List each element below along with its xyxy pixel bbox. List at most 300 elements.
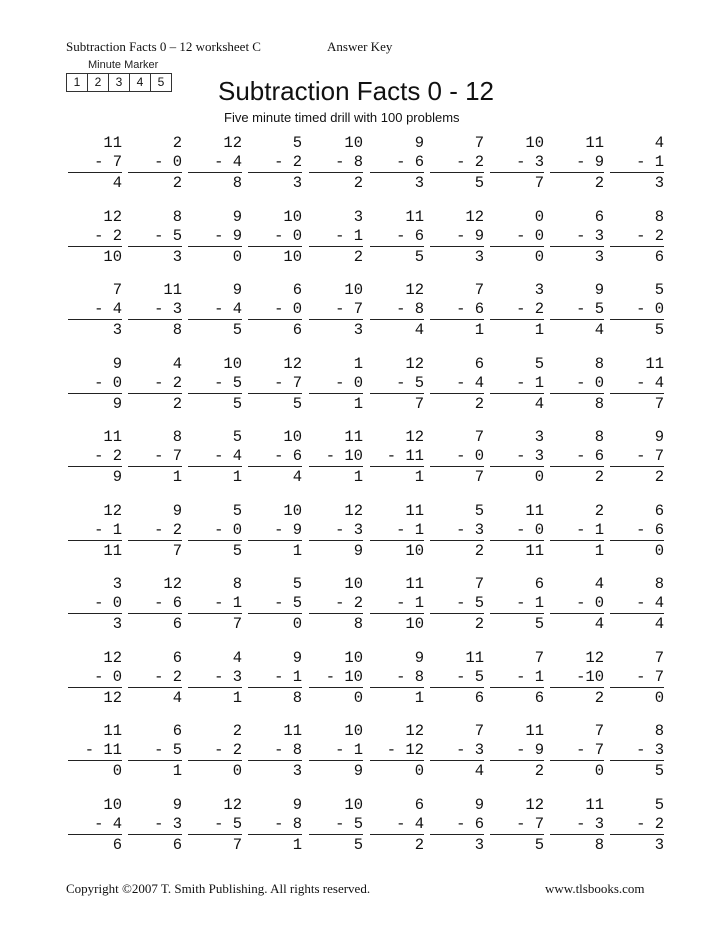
problem-minuend: 10 <box>344 134 363 152</box>
problem-answer: 2 <box>474 541 484 560</box>
problem-minuend: 9 <box>414 648 424 667</box>
problem-subtrahend: - 6 <box>456 814 484 833</box>
problem <box>248 796 302 856</box>
problem <box>188 502 242 562</box>
problem-answer-line <box>370 687 424 688</box>
problem-subtrahend: - 4 <box>636 594 664 612</box>
problem <box>248 281 302 341</box>
problem-answer: 5 <box>232 541 242 560</box>
problem-minuend: 9 <box>414 134 424 152</box>
problem-answer-line <box>430 540 484 541</box>
problem <box>550 575 604 635</box>
problem-minuend: 10 <box>283 501 302 520</box>
problem-subtrahend: - 8 <box>274 741 302 759</box>
problem <box>610 722 664 782</box>
problem <box>610 281 664 341</box>
problem-subtrahend: - 3 <box>214 667 242 686</box>
problem-subtrahend: - 2 <box>94 226 122 245</box>
problem <box>610 649 664 709</box>
problem <box>68 575 122 635</box>
problem <box>188 355 242 415</box>
problem-minuend: 4 <box>654 134 664 152</box>
problem-answer-line <box>550 246 604 247</box>
page-title: Subtraction Facts 0 - 12 <box>218 76 495 106</box>
problem-subtrahend: - 1 <box>516 373 544 392</box>
problem-answer-line <box>248 393 302 394</box>
problem-minuend: 9 <box>172 501 182 520</box>
problem-answer: 1 <box>292 541 302 560</box>
problem <box>309 208 363 268</box>
problem <box>68 649 122 709</box>
problem-answer-line <box>370 319 424 320</box>
copyright-notice: Copyright ©2007 T. Smith Publishing. All rights reserved. <box>66 881 371 896</box>
problem-subtrahend: - 1 <box>396 520 424 539</box>
minute-marker-title: Minute Marker <box>88 59 159 71</box>
website-link: www.tlsbooks.com <box>545 881 645 896</box>
problem-answer-line <box>370 466 424 467</box>
problem-answer: 0 <box>292 615 302 633</box>
problem-answer: 4 <box>594 321 604 339</box>
problem-answer-line <box>248 540 302 541</box>
problem-answer: 8 <box>594 394 604 413</box>
problem-answer-line <box>490 760 544 761</box>
problem <box>309 355 363 415</box>
problem-answer-line <box>188 466 242 467</box>
problem-subtrahend: - 2 <box>94 447 122 465</box>
problem <box>128 649 182 709</box>
problem-answer: 2 <box>654 468 664 486</box>
problem-minuend: 10 <box>344 648 363 667</box>
problem-subtrahend: - 7 <box>516 814 544 833</box>
problem <box>430 208 484 268</box>
problem-minuend: 12 <box>103 501 122 520</box>
problem-answer-line <box>128 834 182 835</box>
problem-answer-line <box>309 319 363 320</box>
problem-subtrahend: - 2 <box>456 153 484 171</box>
problem-minuend: 7 <box>534 648 544 667</box>
problem-minuend: 6 <box>172 648 182 667</box>
problem-answer-line <box>248 319 302 320</box>
problem-subtrahend: - 5 <box>154 741 182 759</box>
problem <box>430 722 484 782</box>
problem-answer: 6 <box>172 835 182 854</box>
problem-answer: 8 <box>292 688 302 707</box>
problem-answer-line <box>188 687 242 688</box>
problem-answer: 4 <box>414 321 424 339</box>
problem-answer: 3 <box>654 174 664 192</box>
problem <box>309 428 363 488</box>
problem-subtrahend: - 2 <box>154 373 182 392</box>
problem-minuend: 9 <box>172 795 182 814</box>
problem-minuend: 11 <box>405 207 424 226</box>
problem-answer-line <box>309 246 363 247</box>
problem-subtrahend: - 2 <box>274 153 302 171</box>
problem-minuend: 9 <box>232 207 242 226</box>
problem-subtrahend: - 3 <box>456 741 484 759</box>
problem-answer: 3 <box>112 615 122 633</box>
problem-answer-line <box>309 760 363 761</box>
problem-answer: 2 <box>172 174 182 192</box>
problem-minuend: 10 <box>283 428 302 446</box>
problem-answer: 5 <box>654 762 664 780</box>
problem-answer-line <box>490 319 544 320</box>
problem <box>610 428 664 488</box>
problem-minuend: 11 <box>585 134 604 152</box>
problem-minuend: 11 <box>405 575 424 593</box>
problem-minuend: 11 <box>525 722 544 740</box>
problem-subtrahend: -10 <box>576 667 604 686</box>
problem-answer-line <box>490 834 544 835</box>
problem-minuend: 7 <box>474 575 484 593</box>
problem-answer: 10 <box>405 615 424 633</box>
problem-subtrahend: - 1 <box>335 226 363 245</box>
problem-answer-line <box>430 393 484 394</box>
problem-answer: 6 <box>112 835 122 854</box>
problem-minuend: 2 <box>594 501 604 520</box>
problem-minuend: 6 <box>172 722 182 740</box>
problem-answer-line <box>610 393 664 394</box>
problem-minuend: 6 <box>292 281 302 299</box>
problem-answer: 7 <box>232 835 242 854</box>
problem-answer: 1 <box>414 468 424 486</box>
problem-minuend: 6 <box>414 795 424 814</box>
problem <box>188 208 242 268</box>
problem-answer: 0 <box>112 762 122 780</box>
problem-minuend: 12 <box>405 354 424 373</box>
problem-minuend: 7 <box>474 134 484 152</box>
problem-subtrahend: - 6 <box>274 447 302 465</box>
problem-minuend: 9 <box>292 648 302 667</box>
problem-subtrahend: - 1 <box>576 520 604 539</box>
problem <box>128 722 182 782</box>
problem-minuend: 12 <box>163 575 182 593</box>
problem <box>550 502 604 562</box>
problem <box>550 355 604 415</box>
problem <box>490 796 544 856</box>
problem-answer-line <box>370 172 424 173</box>
problem-answer: 1 <box>292 835 302 854</box>
problem-minuend: 12 <box>405 722 424 740</box>
problem-answer: 4 <box>292 468 302 486</box>
problem <box>550 796 604 856</box>
problem-minuend: 11 <box>163 281 182 299</box>
problem-subtrahend: - 5 <box>396 373 424 392</box>
problem-answer: 7 <box>232 615 242 633</box>
problem-answer: 4 <box>112 174 122 192</box>
problem-answer: 5 <box>292 394 302 413</box>
problem-answer: 3 <box>292 174 302 192</box>
minute-marker-boxes <box>66 73 172 92</box>
problem-answer: 6 <box>172 615 182 633</box>
problem-minuend: 3 <box>534 281 544 299</box>
problem-answer: 8 <box>353 615 363 633</box>
problem-answer-line <box>610 760 664 761</box>
problem <box>188 428 242 488</box>
problem-minuend: 7 <box>112 281 122 299</box>
problem <box>490 208 544 268</box>
problem <box>550 428 604 488</box>
problem-answer-line <box>128 172 182 173</box>
problem-answer: 8 <box>232 174 242 192</box>
problem-answer: 2 <box>353 247 363 266</box>
problem-answer: 0 <box>654 688 664 707</box>
problem-answer: 1 <box>474 321 484 339</box>
problem-subtrahend: - 7 <box>576 741 604 759</box>
problem <box>188 722 242 782</box>
problem-answer-line <box>430 834 484 835</box>
problem-answer: 1 <box>353 394 363 413</box>
problem-answer-line <box>68 319 122 320</box>
problem-answer-line <box>309 834 363 835</box>
problem-answer-line <box>68 540 122 541</box>
problem-minuend: 11 <box>283 722 302 740</box>
problem-answer-line <box>248 172 302 173</box>
problem-answer-line <box>128 319 182 320</box>
problem <box>309 649 363 709</box>
problem-answer-line <box>610 172 664 173</box>
problem-minuend: 3 <box>112 575 122 593</box>
problem-answer-line <box>188 319 242 320</box>
problem-answer-line <box>490 393 544 394</box>
problem <box>370 502 424 562</box>
problem-answer: 0 <box>232 762 242 780</box>
problem-subtrahend: - 8 <box>335 153 363 171</box>
problem-subtrahend: - 6 <box>396 153 424 171</box>
problem-answer-line <box>550 172 604 173</box>
problem-answer-line <box>430 319 484 320</box>
problem-answer-line <box>550 687 604 688</box>
problem-answer-line <box>68 613 122 614</box>
problem-minuend: 8 <box>654 207 664 226</box>
problem-answer-line <box>430 466 484 467</box>
problem <box>490 134 544 194</box>
problem-subtrahend: - 2 <box>636 226 664 245</box>
problem <box>370 649 424 709</box>
problem-subtrahend: - 9 <box>274 520 302 539</box>
problem-answer: 1 <box>594 541 604 560</box>
problem-subtrahend: - 1 <box>94 520 122 539</box>
problem <box>550 722 604 782</box>
problem-subtrahend: - 10 <box>325 447 363 465</box>
problem-subtrahend: - 3 <box>636 741 664 759</box>
problem-subtrahend: - 0 <box>274 300 302 318</box>
problem-minuend: 12 <box>465 207 484 226</box>
problem <box>430 796 484 856</box>
problem-minuend: 7 <box>474 281 484 299</box>
problem-answer: 0 <box>414 762 424 780</box>
problem-answer: 2 <box>414 835 424 854</box>
problem-answer-line <box>128 466 182 467</box>
problem-answer: 4 <box>172 688 182 707</box>
problem-answer-line <box>370 834 424 835</box>
problem-answer: 6 <box>474 688 484 707</box>
problem-minuend: 12 <box>103 648 122 667</box>
problem <box>248 649 302 709</box>
problem-minuend: 5 <box>292 134 302 152</box>
problem-minuend: 3 <box>534 428 544 446</box>
problem-answer: 3 <box>474 247 484 266</box>
problem-answer-line <box>550 613 604 614</box>
problem-answer: 5 <box>414 247 424 266</box>
problem <box>68 796 122 856</box>
problem-subtrahend: - 7 <box>636 667 664 686</box>
problem <box>490 355 544 415</box>
problem-answer-line <box>248 246 302 247</box>
problem-minuend: 11 <box>103 134 122 152</box>
problem <box>248 208 302 268</box>
problem-minuend: 6 <box>654 501 664 520</box>
problem <box>248 134 302 194</box>
problem-answer-line <box>68 466 122 467</box>
problem-answer-line <box>68 246 122 247</box>
problem-subtrahend: - 4 <box>396 814 424 833</box>
problem-answer-line <box>68 834 122 835</box>
problem-minuend: 1 <box>353 354 363 373</box>
problem-subtrahend: - 1 <box>274 667 302 686</box>
problem-subtrahend: - 7 <box>274 373 302 392</box>
problem-minuend: 4 <box>232 648 242 667</box>
problem <box>68 281 122 341</box>
problem-answer-line <box>550 466 604 467</box>
problem-answer-line <box>430 246 484 247</box>
problem-minuend: 0 <box>534 207 544 226</box>
problem-answer-line <box>248 834 302 835</box>
problem-answer: 3 <box>414 174 424 192</box>
problem-subtrahend: - 1 <box>214 594 242 612</box>
problem-subtrahend: - 0 <box>274 226 302 245</box>
problem-answer: 2 <box>534 762 544 780</box>
problem-subtrahend: - 5 <box>576 300 604 318</box>
problem-subtrahend: - 3 <box>576 226 604 245</box>
problem-answer: 12 <box>103 688 122 707</box>
problem <box>309 575 363 635</box>
problem-subtrahend: - 6 <box>154 594 182 612</box>
problem-subtrahend: - 0 <box>636 300 664 318</box>
problem <box>490 281 544 341</box>
problem-answer: 1 <box>172 762 182 780</box>
problem-subtrahend: - 0 <box>576 373 604 392</box>
problem-subtrahend: - 5 <box>274 594 302 612</box>
problem-subtrahend: - 10 <box>325 667 363 686</box>
problem-answer: 10 <box>103 247 122 266</box>
problem <box>490 502 544 562</box>
problem-subtrahend: - 0 <box>456 447 484 465</box>
problem-minuend: 12 <box>283 354 302 373</box>
problem-answer: 1 <box>232 468 242 486</box>
problem-minuend: 5 <box>474 501 484 520</box>
minute-marker <box>66 58 172 92</box>
problem-answer: 1 <box>232 688 242 707</box>
problem-subtrahend: - 7 <box>94 153 122 171</box>
problem-answer: 0 <box>654 541 664 560</box>
problem-answer-line <box>309 540 363 541</box>
problem-answer-line <box>188 172 242 173</box>
problem-answer: 2 <box>594 174 604 192</box>
problem-minuend: 10 <box>103 795 122 814</box>
problem-subtrahend: - 0 <box>94 667 122 686</box>
problem-answer-line <box>309 687 363 688</box>
problem <box>490 722 544 782</box>
problem-answer: 0 <box>534 468 544 486</box>
problem-subtrahend: - 4 <box>94 300 122 318</box>
problem-minuend: 6 <box>534 575 544 593</box>
problem-minuend: 6 <box>474 354 484 373</box>
problem-answer: 7 <box>172 541 182 560</box>
problem-answer: 8 <box>172 321 182 339</box>
problem-minuend: 11 <box>525 501 544 520</box>
problem-answer: 5 <box>534 835 544 854</box>
problem-answer-line <box>430 613 484 614</box>
problem <box>610 502 664 562</box>
problem <box>128 281 182 341</box>
problem-answer: 11 <box>103 541 122 560</box>
problem-minuend: 12 <box>405 428 424 446</box>
problem-minuend: 7 <box>594 722 604 740</box>
problem <box>68 428 122 488</box>
problem-minuend: 5 <box>534 354 544 373</box>
problem <box>309 722 363 782</box>
problem-minuend: 9 <box>654 428 664 446</box>
problem-minuend: 2 <box>172 134 182 152</box>
problem-answer: 9 <box>112 394 122 413</box>
problem-minuend: 12 <box>223 134 242 152</box>
problem-subtrahend: - 0 <box>214 520 242 539</box>
problem-subtrahend: - 1 <box>516 667 544 686</box>
problem-answer-line <box>128 760 182 761</box>
problem-minuend: 6 <box>594 207 604 226</box>
problem-answer: 2 <box>172 394 182 413</box>
problem-subtrahend: - 1 <box>636 153 664 171</box>
problem <box>68 355 122 415</box>
problem <box>128 796 182 856</box>
problem-answer: 3 <box>112 321 122 339</box>
problem-subtrahend: - 8 <box>396 300 424 318</box>
problem-minuend: 7 <box>654 648 664 667</box>
problem-answer: 3 <box>353 321 363 339</box>
problem-subtrahend: - 4 <box>214 447 242 465</box>
problem <box>68 502 122 562</box>
problem <box>188 281 242 341</box>
problem-answer-line <box>490 466 544 467</box>
problem-minuend: 8 <box>654 575 664 593</box>
problem-answer-line <box>188 760 242 761</box>
minute-box: 1 <box>67 74 88 91</box>
problem-answer-line <box>490 687 544 688</box>
problem-subtrahend: - 9 <box>576 153 604 171</box>
problem-minuend: 10 <box>344 722 363 740</box>
problem-answer-line <box>128 540 182 541</box>
problem <box>550 208 604 268</box>
problem-answer-line <box>430 172 484 173</box>
problem-subtrahend: - 9 <box>214 226 242 245</box>
problem-subtrahend: - 6 <box>636 520 664 539</box>
problem <box>248 502 302 562</box>
problem-subtrahend: - 0 <box>516 226 544 245</box>
problem-subtrahend: - 7 <box>335 300 363 318</box>
problem-subtrahend: - 7 <box>154 447 182 465</box>
problem-answer: 2 <box>353 174 363 192</box>
problem <box>550 281 604 341</box>
problem-subtrahend: - 8 <box>396 667 424 686</box>
problem-minuend: 12 <box>103 207 122 226</box>
problem <box>490 575 544 635</box>
problem-answer-line <box>68 760 122 761</box>
problem-minuend: 8 <box>232 575 242 593</box>
problem-answer-line <box>68 393 122 394</box>
problem-minuend: 11 <box>645 354 664 373</box>
problem-subtrahend: - 1 <box>516 594 544 612</box>
problem-minuend: 10 <box>283 207 302 226</box>
